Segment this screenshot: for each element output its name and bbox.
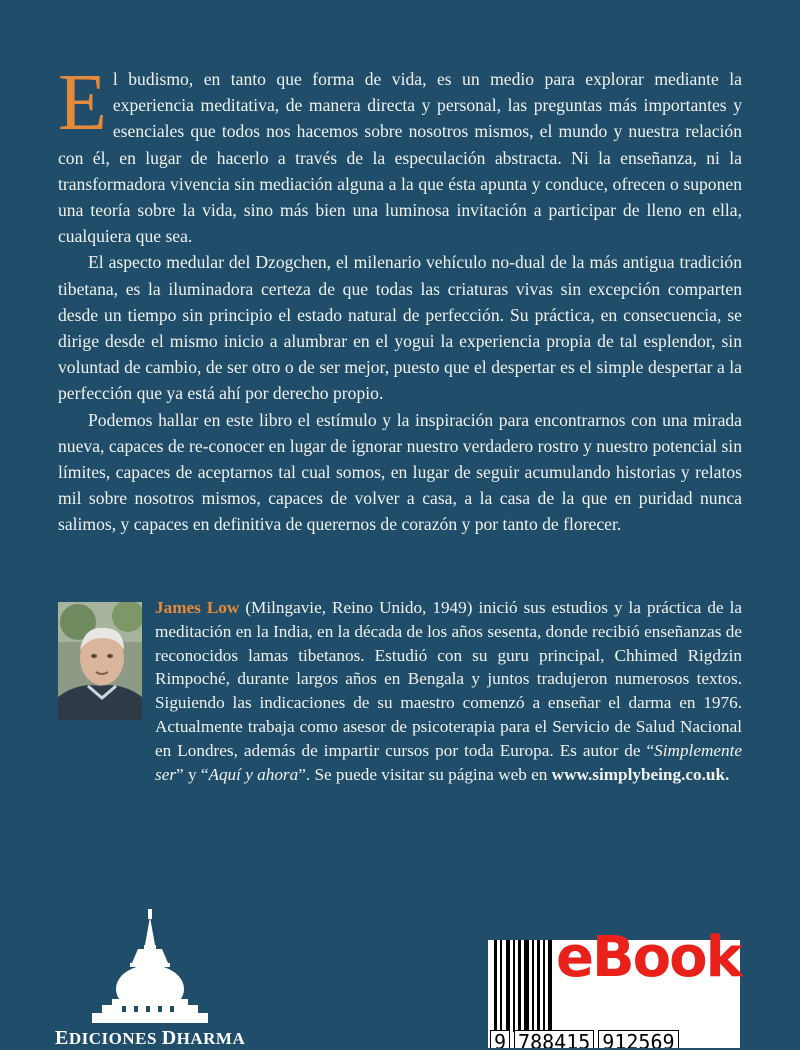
author-photo (58, 602, 142, 720)
paragraph-1-text: l budismo, en tanto que forma de vida, es un medio para explorar mediante la experiencia meditativa, de manera directa y personal, las preguntas más importantes y esenciales que todos nos hacemos sobre nosotros mismos, el mundo y nuestra relación con él, en lugar de hacerlo a través de la especulación abstracta. Ni la enseñanza, ni la transformadora vivencia sin mediación alguna a la que ésta apunta y conduce, ofrecen o suponen una teoría sobre la vida, sino más bien una luminosa invitación a participar de lleno en ella, cualquiera que sea. (58, 69, 742, 247)
bio-text-3: ”. Se puede visitar su página web en (298, 764, 552, 784)
isbn-number (490, 1030, 740, 1048)
bio-text-1: (Milngavie, Reino Unido, 1949) inició sus estudios y la práctica de la meditación en la India, en la década de los años sesenta, donde recibió enseñanzas de reconocidos lamas tibetanos. Estudió con su guru principal, Chhimed Rigdzin Rimpoché, durante largos años en Bengala y juntos tradujeron numerosos textos. Siguiendo las indicaciones de su maestro comenzó a enseñar el darma en 1976. Actualmente trabaja como asesor de psicoterapia para el Servicio de Salud Nacional en Londres, además de impartir cursos por toda Europa. Es autor de “ (155, 598, 743, 760)
book-title-1: Simplemente ser (155, 740, 742, 784)
publisher-word-1: DICIONES (68, 1029, 162, 1048)
publisher-initial-1: E (55, 1027, 69, 1049)
publisher-initial-2: D (161, 1027, 177, 1049)
author-name: James Low (155, 598, 240, 617)
author-bio (155, 596, 742, 786)
isbn-digit-group: 912569 (598, 1030, 678, 1048)
book-description (58, 59, 742, 538)
publisher-word-2: HARMA (176, 1029, 246, 1048)
drop-cap: E (58, 59, 107, 147)
description-paragraph-3: Podemos hallar en este libro el estímulo y la inspiración para encontrarnos con una mirada nueva, capaces de re-conocer en lugar de ignorar nuestro verdadero rostro y nuestro potencial sin límites, capaces de aceptarnos tal cual somos, en lugar de seguir acumulando historias y relatos mil sobre nosotros mismos, capaces de volver a casa, a la casa de la que en puridad nunca salimos, y capaces en definitiva de querernos de corazón y por tanto de florecer. (58, 409, 742, 535)
isbn-digit-group: 788415 (514, 1030, 594, 1048)
publisher-name (55, 1027, 255, 1050)
ebook-badge: eBook (556, 925, 741, 990)
author-portrait-icon (58, 602, 142, 720)
bio-text-2: ” y “ (176, 764, 209, 784)
description-paragraph-1 (58, 59, 742, 249)
description-paragraph-2: El aspecto medular del Dzogchen, el milenario vehículo no-dual de la más antigua tradición tibetana, es la iluminadora certeza de que todas las criaturas vivas sin excepción comparten desde un tiempo sin principio el estado natural de perfección. Su práctica, en consecuencia, se dirige desde el mismo inicio a alumbrar en el yogui la experiencia propia de tal esplendor, sin voluntad de cambio, de ser otro o de ser mejor, puesto que el despertar es el simple despertar a la perfección que ya está ahí por derecho propio. (58, 252, 742, 404)
author-website[interactable]: www.simplybeing.co.uk. (551, 764, 730, 784)
book-title-2: Aquí y ahora (208, 764, 299, 784)
isbn-digit-group: 9 (490, 1030, 510, 1048)
